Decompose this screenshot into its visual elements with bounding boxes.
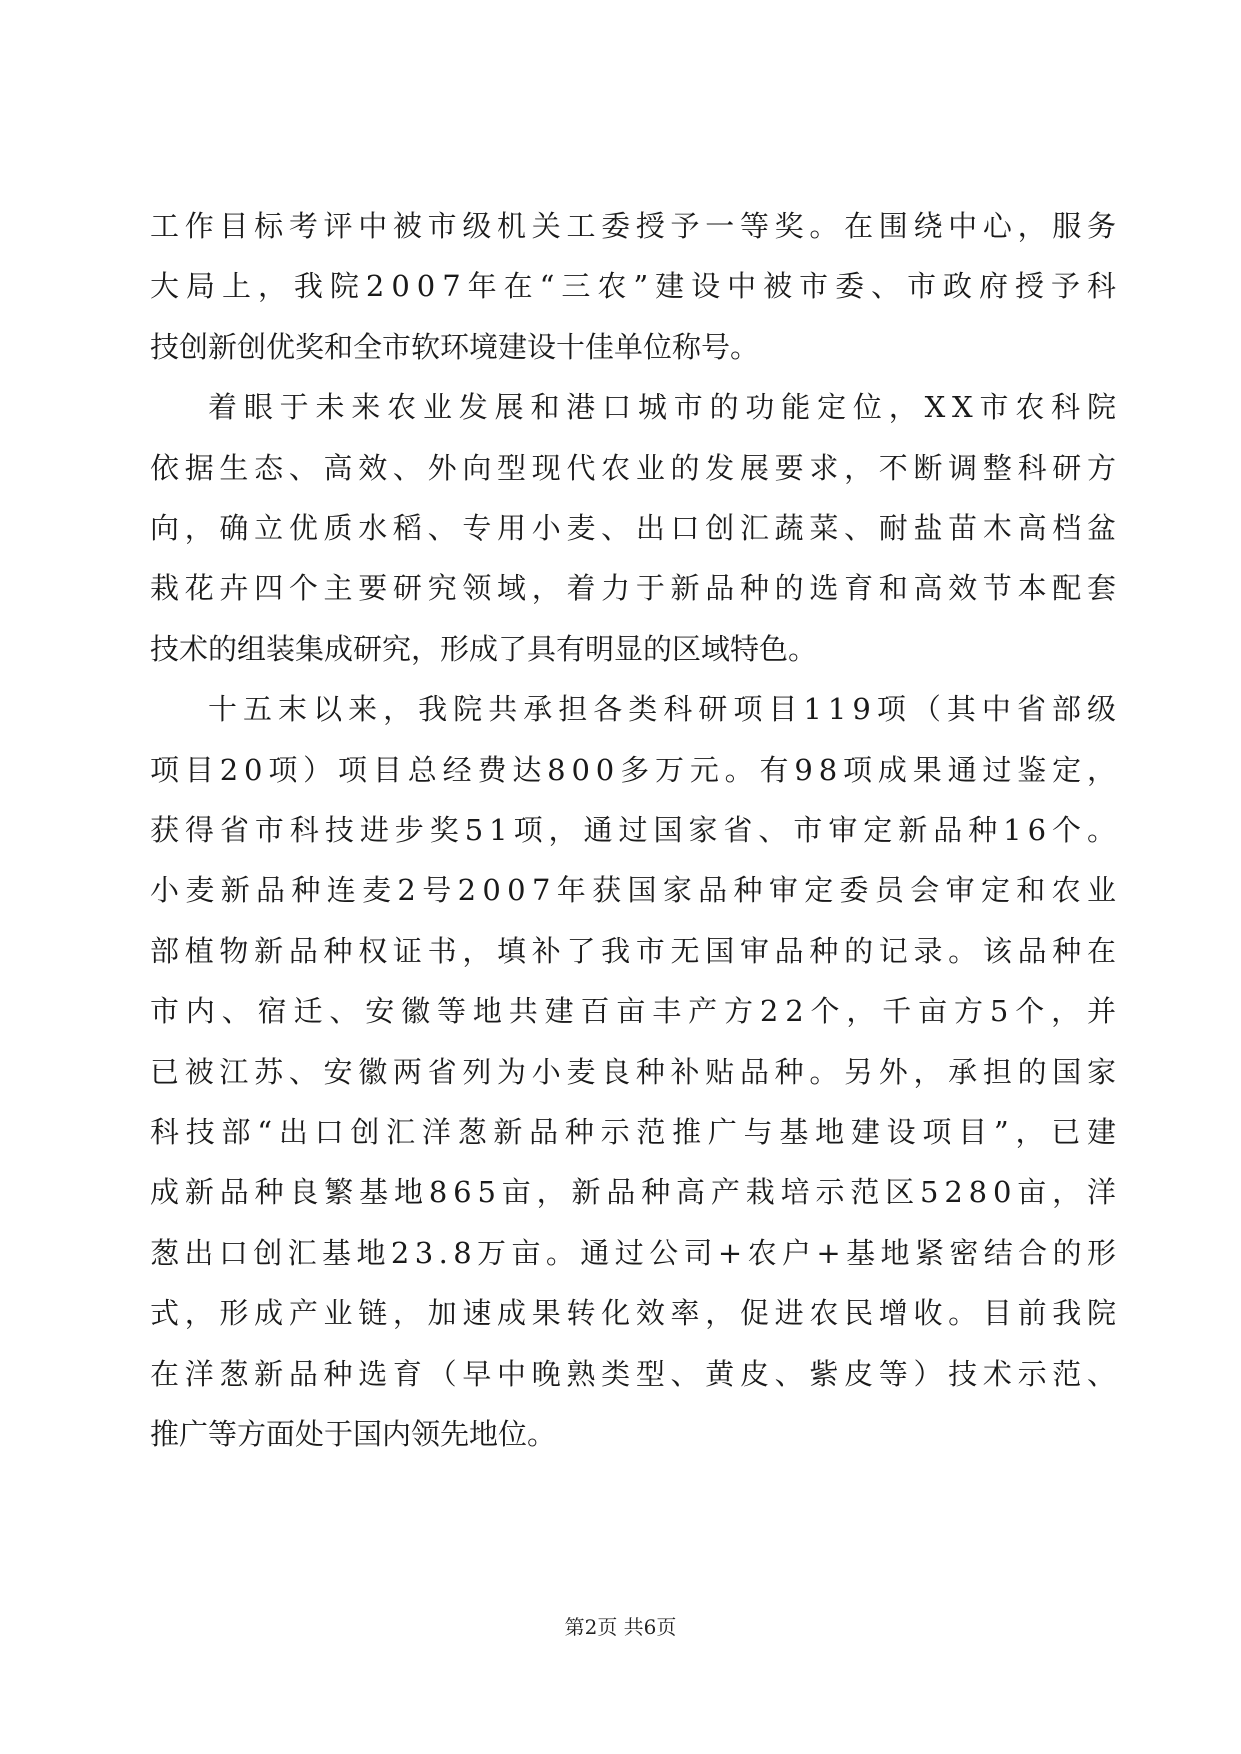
text-line-content: 部植物新品种权证书，填补了我市无国审品种的记录。该品种在 [150, 933, 1122, 968]
text-line-content: 小麦新品种连麦2号2007年获国家品种审定委员会审定和农业 [150, 873, 1123, 908]
text-line-content: 大局上，我院2007年在“三农”建设中被市委、市政府授予科 [150, 269, 1123, 304]
text-line [0, 377, 1241, 437]
text-line-content: 成新品种良繁基地865亩，新品种高产栽培示范区5280亩，洋 [150, 1175, 1122, 1210]
text-line-content: 技创新创优奖和全市软环境建设十佳单位称号。 [150, 329, 760, 364]
text-line-content: 栽花卉四个主要研究领域，着力于新品种的选育和高效节本配套 [150, 571, 1122, 606]
text-line [0, 1162, 1241, 1222]
text-line-content: 技术的组装集成研究，形成了具有明显的区域特色。 [150, 631, 818, 666]
text-line-content: 市内、宿迁、安徽等地共建百亩丰产方22个，千亩方5个，并 [150, 994, 1123, 1029]
text-line-content: 项目20项）项目总经费达800多万元。有98项成果通过鉴定， [150, 752, 1122, 787]
text-line-content: 已被江苏、安徽两省列为小麦良种补贴品种。另外，承担的国家 [150, 1054, 1122, 1089]
text-line [0, 800, 1241, 860]
text-line-content: 获得省市科技进步奖51项，通过国家省、市审定新品种16个。 [150, 813, 1122, 847]
text-line [0, 1404, 1241, 1464]
text-line [0, 317, 1241, 377]
page-footer: 第2页 共6页 [564, 1615, 677, 1639]
text-line [0, 498, 1241, 558]
text-line [0, 256, 1241, 316]
text-line-content: 葱出口创汇基地23.8万亩。通过公司+农户+基地紧密结合的形 [150, 1235, 1122, 1270]
text-line-content: 着眼于未来农业发展和港口城市的功能定位，XX市农科院 [208, 390, 1123, 425]
text-line [0, 1042, 1241, 1102]
text-line-content: 推广等方面处于国内领先地位。 [150, 1417, 557, 1451]
text-line-content: 工作目标考评中被市级机关工委授予一等奖。在围绕中心，服务 [150, 209, 1122, 243]
text-line-content: 在洋葱新品种选育（早中晚熟类型、黄皮、紫皮等）技术示范、 [150, 1356, 1122, 1391]
text-line [0, 196, 1241, 256]
text-line [0, 438, 1241, 498]
text-line-content: 依据生态、高效、外向型现代农业的发展要求，不断调整科研方 [150, 450, 1122, 485]
text-line [0, 1223, 1241, 1283]
text-line [0, 921, 1241, 981]
text-line [0, 619, 1241, 679]
text-line [0, 981, 1241, 1041]
text-line [0, 740, 1241, 800]
text-line [0, 679, 1241, 739]
text-line [0, 1283, 1241, 1343]
text-line-content: 向，确立优质水稻、专用小麦、出口创汇蔬菜、耐盐苗木高档盆 [150, 511, 1122, 545]
text-line [0, 860, 1241, 920]
text-line [0, 558, 1241, 618]
text-line [0, 1344, 1241, 1404]
text-line-content: 十五末以来，我院共承担各类科研项目119项（其中省部级 [208, 692, 1123, 727]
text-line [0, 1102, 1241, 1162]
text-line-content: 科技部“出口创汇洋葱新品种示范推广与基地建设项目”，已建 [150, 1115, 1123, 1149]
text-line-content: 式，形成产业链，加速成果转化效率，促进农民增收。目前我院 [150, 1296, 1122, 1331]
